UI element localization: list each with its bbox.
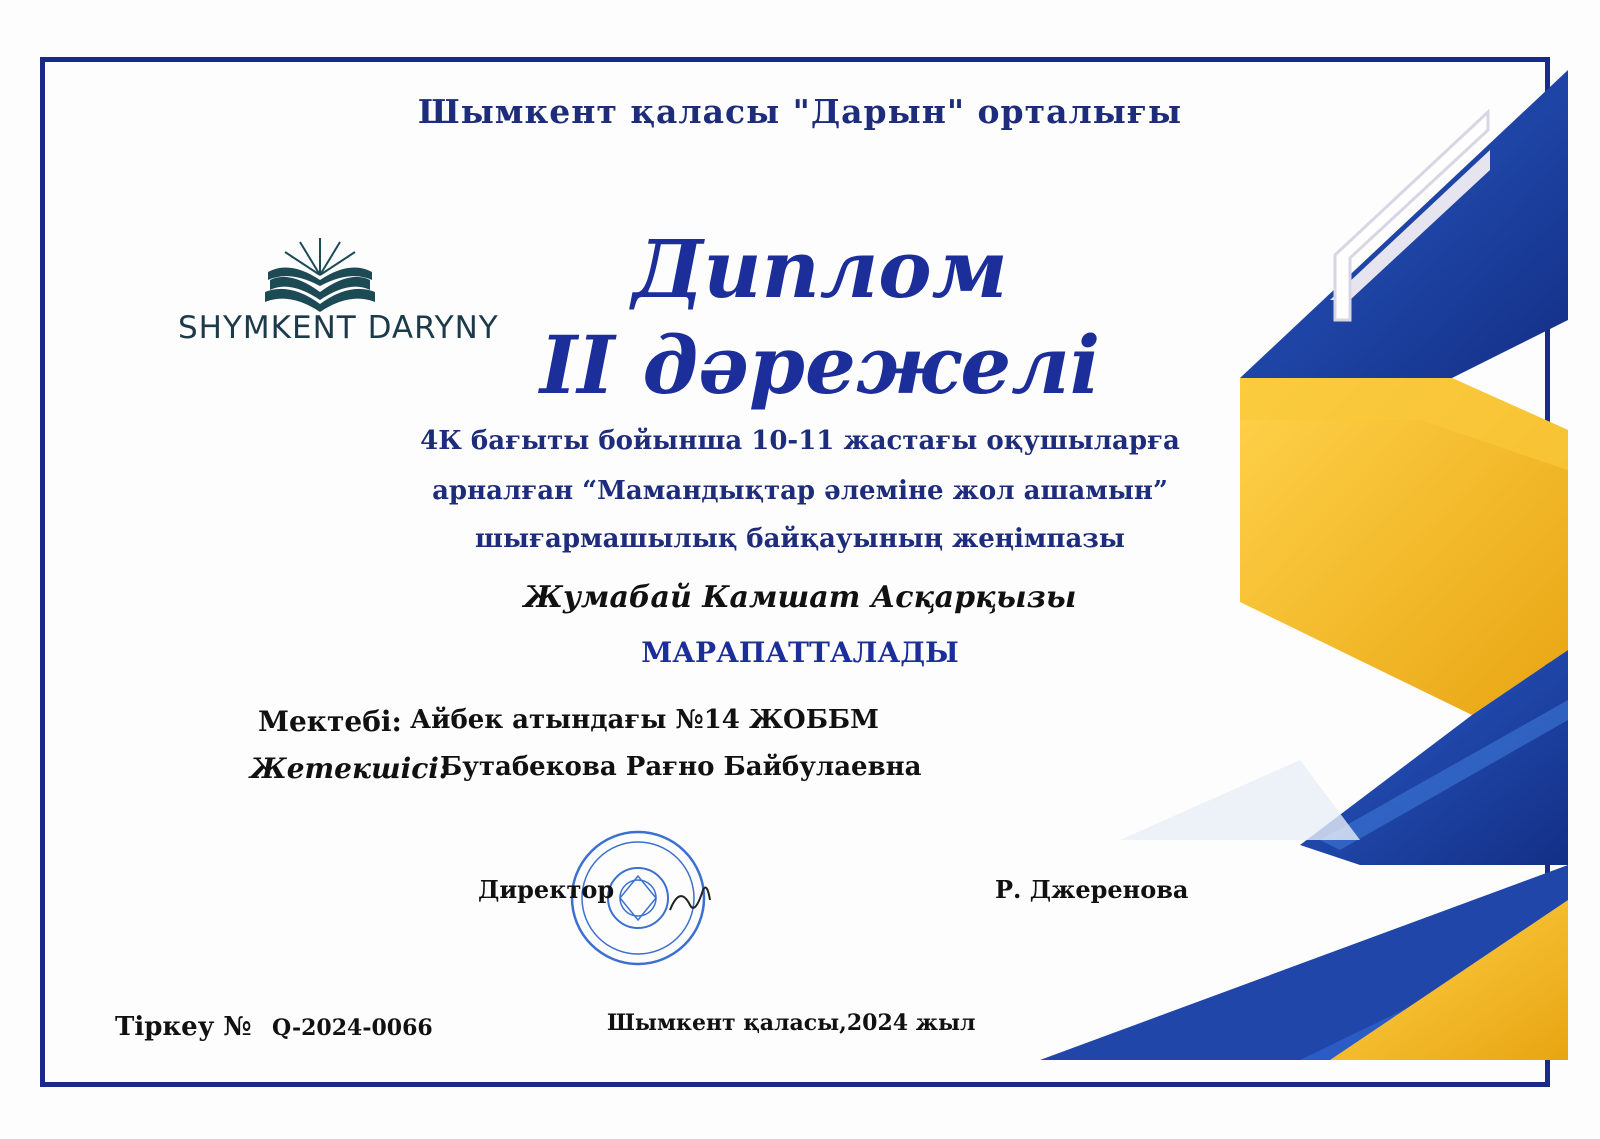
signature-icon (665, 880, 715, 920)
description-line-3: шығармашылық байқауының жеңімпазы (475, 524, 1125, 554)
school-value: Айбек атындағы №14 ЖОББМ (410, 705, 879, 735)
organization-header: Шымкент қаласы "Дарын" орталығы (417, 92, 1183, 131)
school-label: Мектебі: (258, 705, 402, 738)
recipient-name: Жумабай Камшат Асқарқызы (523, 580, 1077, 615)
director-name: Р. Джеренова (995, 875, 1189, 904)
registration-number: Q-2024-0066 (272, 1015, 433, 1041)
award-text: МАРАПАТТАЛАДЫ (641, 636, 959, 669)
city-year: Шымкент қаласы,2024 жыл (607, 1010, 976, 1036)
diploma-title: Диплом (632, 222, 1008, 316)
description-line-1: 4К бағыты бойынша 10-11 жастағы оқушыларға (420, 426, 1180, 456)
registration-label: Тіркеу № (115, 1012, 252, 1042)
supervisor-label: Жетекшісі: (250, 752, 450, 785)
description-line-2: арналған “Мамандықтар әлеміне жол ашамын” (432, 476, 1168, 506)
logo-text: SHYMKENT DARYNY (178, 310, 499, 346)
director-label: Директор (478, 875, 615, 904)
diploma-degree: II дәрежелі (539, 318, 1101, 412)
supervisor-value: Бутабекова Рағно Байбулаевна (440, 752, 922, 782)
